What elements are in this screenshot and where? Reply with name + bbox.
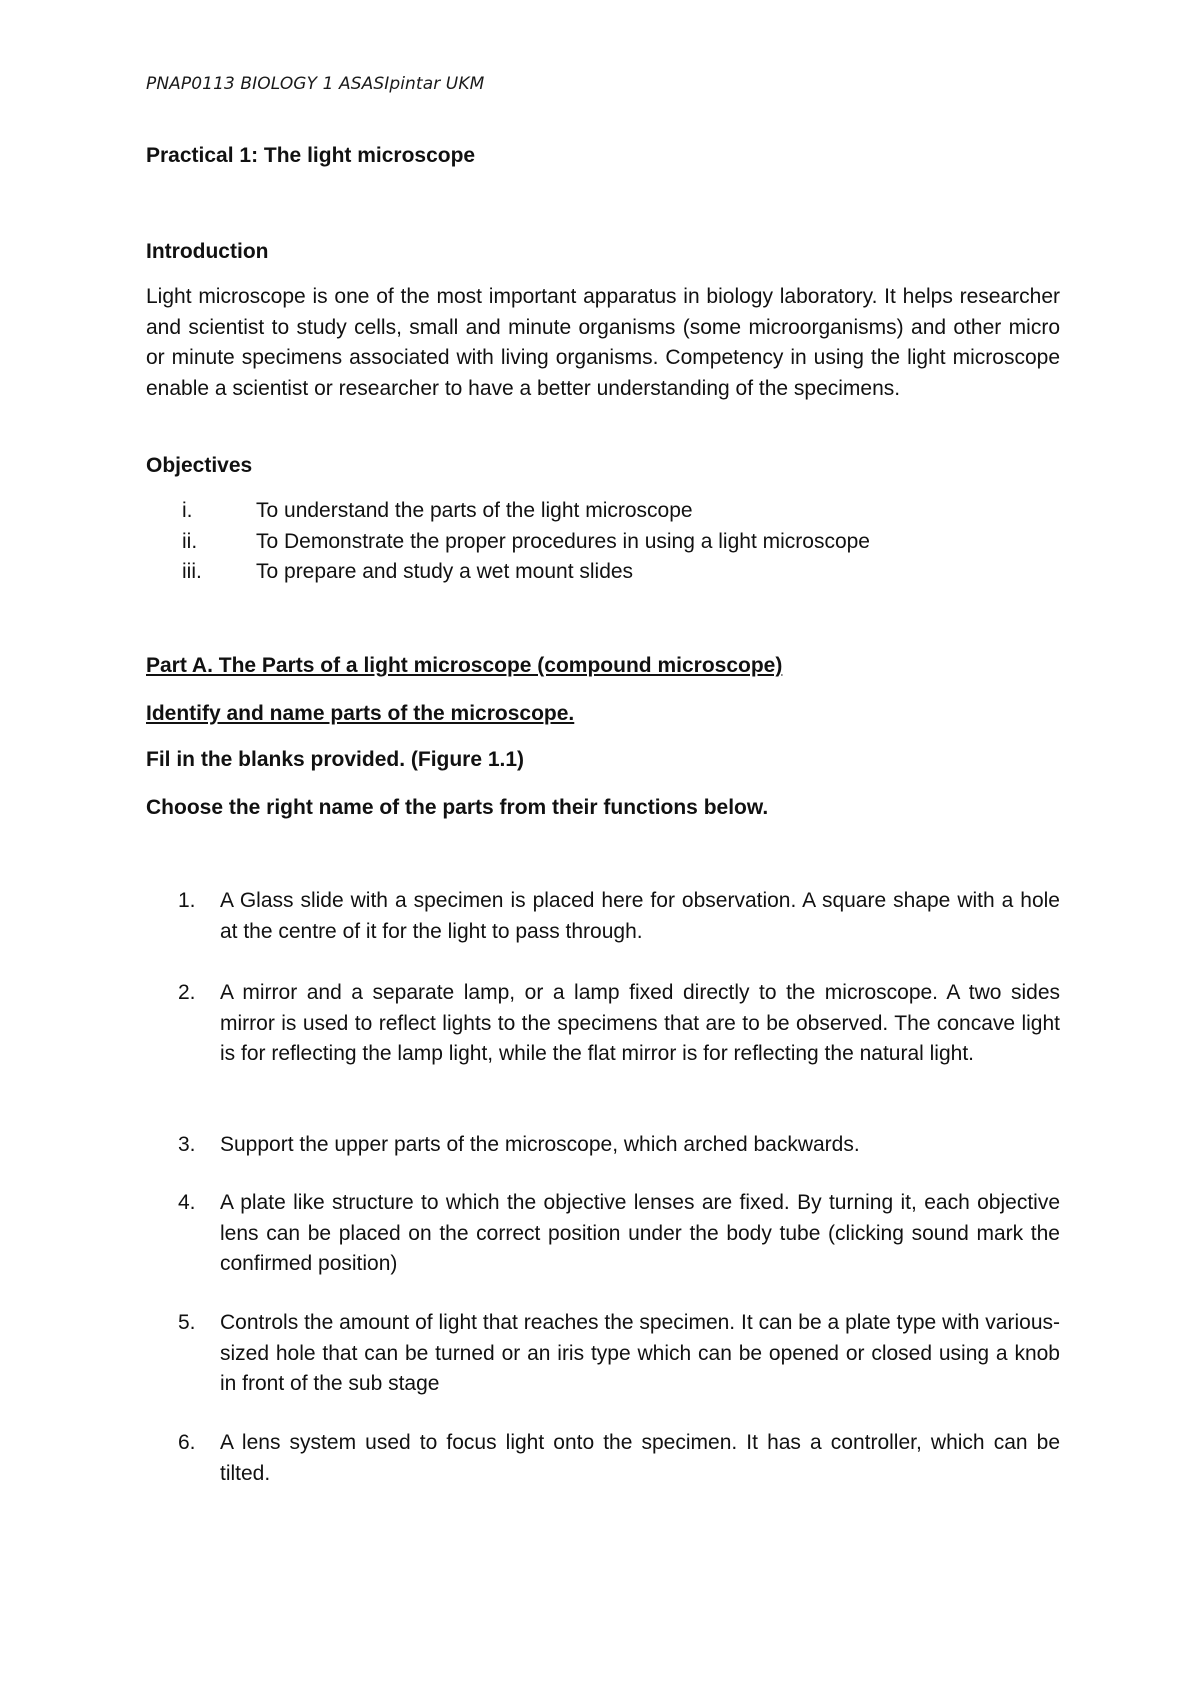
objective-text: To prepare and study a wet mount slides: [256, 560, 634, 584]
objective-text: To Demonstrate the proper procedures in using a light microscope: [256, 529, 870, 553]
introduction-paragraph: Light microscope is one of the most important apparatus in biology laboratory. It helps researcher and scientist to study cells, small and minute organisms (some microorganisms) and other micro or minute specimens associated with living organisms. Competency in using the light microscope enable a scientist or researcher to have a better understanding of the specimens.: [146, 285, 1060, 400]
question-text: Support the upper parts of the microscope, which arched backwards.: [220, 1133, 860, 1156]
part-a-subheading: Identify and name parts of the microscope.: [146, 702, 575, 725]
question-number: 3.: [178, 1133, 196, 1156]
part-a-instruction-2: Choose the right name of the parts from their functions below.: [146, 796, 769, 819]
objective-item: [146, 527, 1060, 558]
question-text: A mirror and a separate lamp, or a lamp fixed directly to the microscope. A two sides mirror is used to reflect lights to the specimens that are to be observed. The concave light is for reflecting the lamp light, while the flat mirror is for reflecting the natural light.: [220, 981, 1060, 1066]
part-a-heading: Part A. The Parts of a light microscope (compound microscope): [146, 654, 783, 677]
question-number: 4.: [178, 1191, 196, 1214]
objective-item: [146, 496, 1060, 527]
objective-item: [146, 557, 1060, 588]
question-number: 2.: [178, 981, 196, 1004]
objective-number: iii.: [182, 560, 202, 584]
objectives-heading: Objectives: [146, 454, 253, 477]
introduction-heading: Introduction: [146, 240, 269, 263]
question-number: 6.: [178, 1431, 196, 1454]
question-text: Controls the amount of light that reaches the specimen. It can be a plate type with various-sized hole that can be turned or an iris type which can be opened or closed using a knob in front of the sub stage: [220, 1311, 1060, 1396]
objective-number: i.: [182, 499, 193, 522]
question-text: A lens system used to focus light onto the specimen. It has a controller, which can be tilted.: [220, 1431, 1060, 1485]
running-header: PNAP0113 BIOLOGY 1 ASASIpintar UKM: [146, 74, 485, 94]
question-number: 5.: [178, 1311, 196, 1334]
question-text: A plate like structure to which the objective lenses are fixed. By turning it, each objective lens can be placed on the correct position under the body tube (clicking sound mark the confirmed position): [220, 1191, 1060, 1276]
question-number: 1.: [178, 889, 196, 912]
part-a-instruction-1: Fil in the blanks provided. (Figure 1.1): [146, 748, 525, 771]
question-text: A Glass slide with a specimen is placed here for observation. A square shape with a hole at the centre of it for the light to pass through.: [220, 889, 1060, 943]
page-title: Practical 1: The light microscope: [146, 144, 476, 167]
objective-text: To understand the parts of the light microscope: [256, 499, 693, 522]
objectives-list: [146, 496, 1060, 588]
objective-number: ii.: [182, 529, 198, 553]
